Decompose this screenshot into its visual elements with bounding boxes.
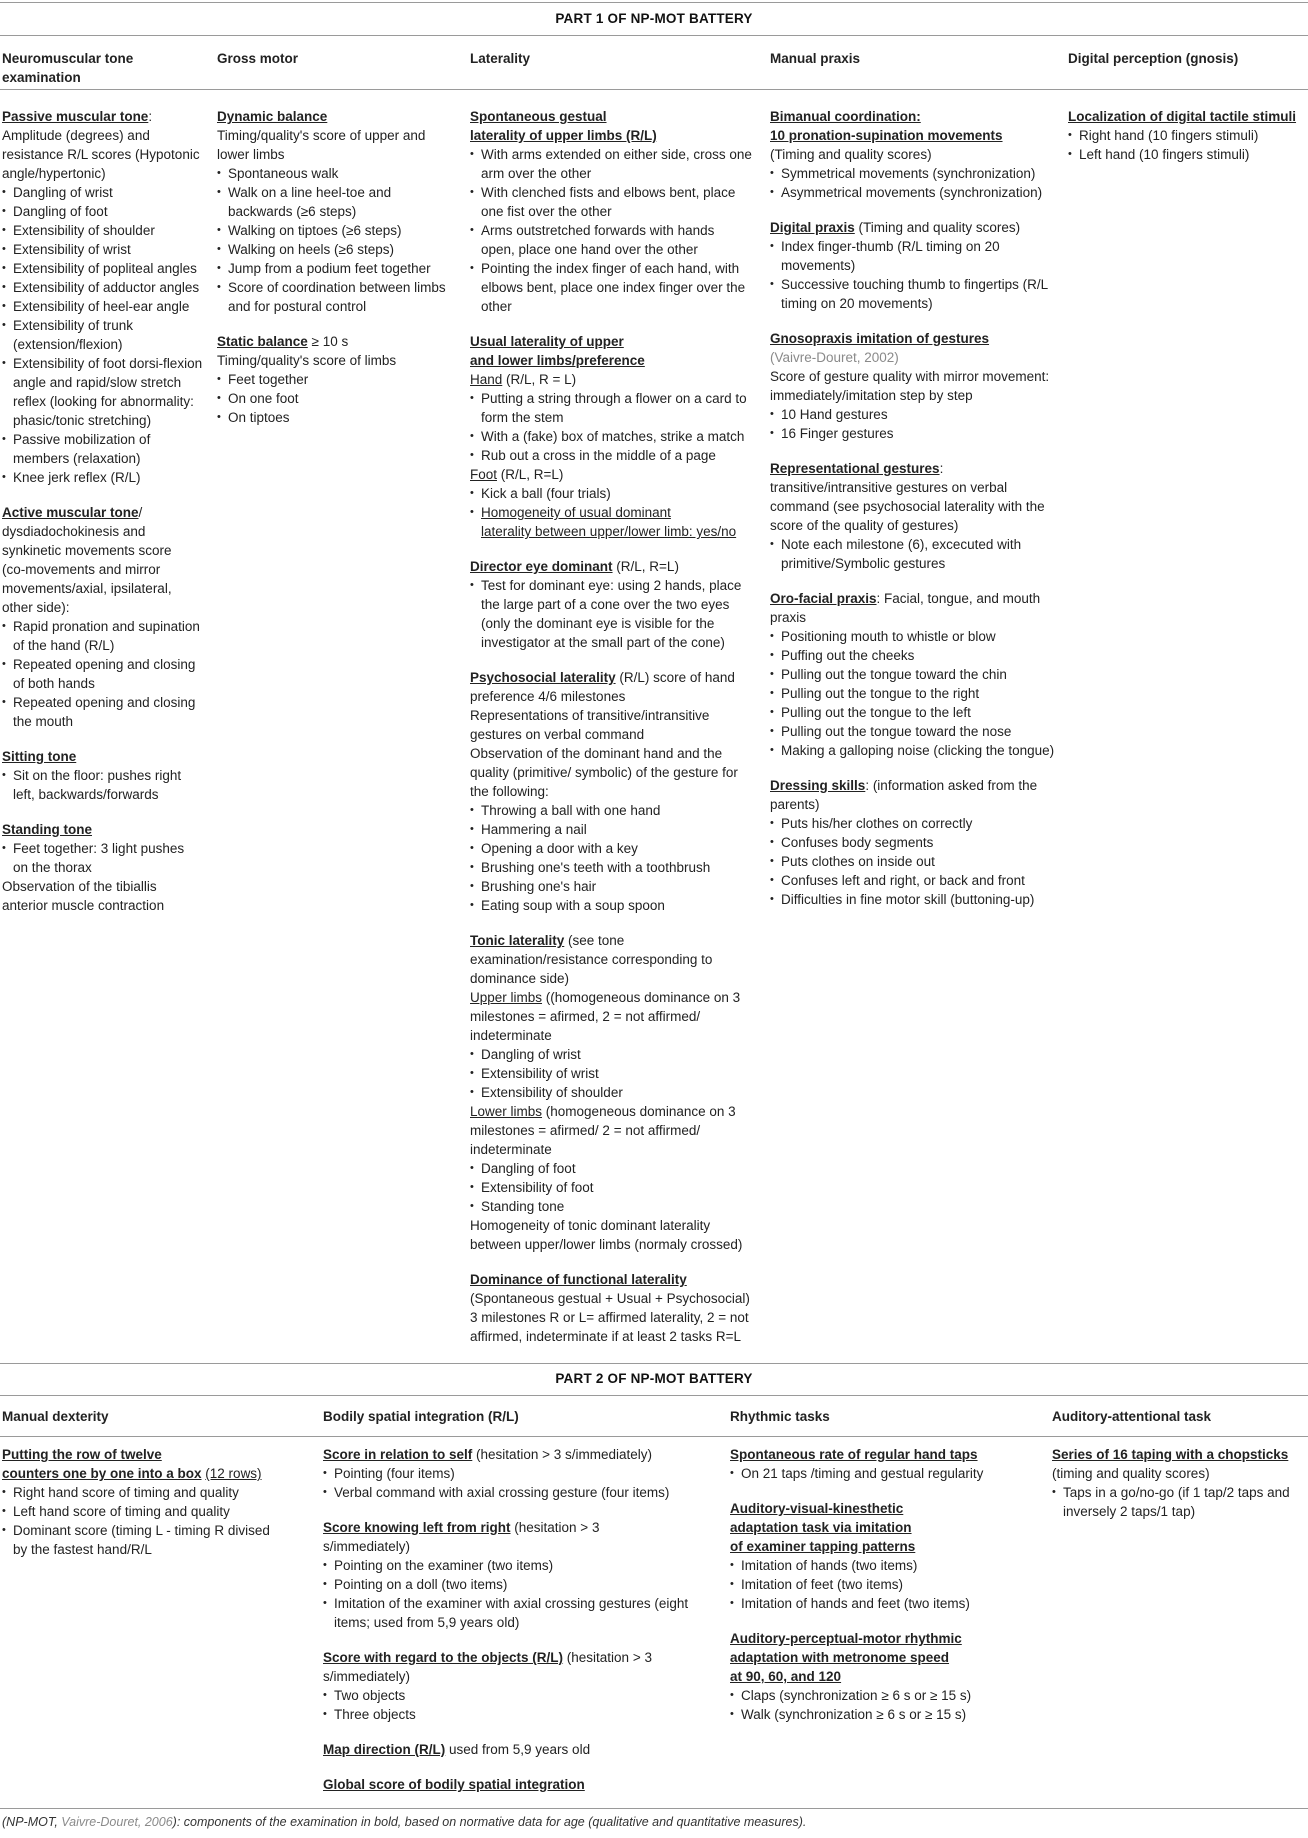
section-auditory-visual — [730, 1499, 1045, 1613]
list-item: • Left hand (10 fingers stimuli) — [1068, 145, 1306, 164]
oro-facial-list — [770, 627, 1062, 760]
list-item: • Asymmetrical movements (synchronization) — [770, 183, 1062, 202]
series-taping-desc — [1052, 1464, 1306, 1483]
auditory-perceptual-list — [730, 1686, 1045, 1724]
text-line: affirmed, indeterminate if at least 2 tasks R=L — [470, 1329, 742, 1344]
text-line: parents) — [770, 797, 820, 812]
list-item: • Pulling out the tongue toward the chin — [770, 665, 1062, 684]
text-line: anterior muscle contraction — [2, 898, 165, 913]
objects-list — [323, 1686, 723, 1724]
top-rule — [0, 2, 1308, 3]
section-gnosopraxis: Gnosopraxis imitation of gestures (Vaivre-Douret, 2002) Score of gesture quality with mirror movement: immediately/imitation step by step • 10 Hand gestures • 16 Finger gestures — [770, 329, 1062, 443]
list-item: • Arms outstretched forwards with hands open, place one hand over the other — [470, 221, 765, 259]
list-item: • Dangling of wrist — [470, 1045, 765, 1064]
list-item: • Score of coordination between limbs and for postural control — [217, 278, 462, 316]
list-item: • Successive touching thumb to fingertips (R/L timing on 20 movements) — [770, 275, 1062, 313]
section-oro-facial: Oro-facial praxis: Facial, tongue, and mouth praxis • Positioning mouth to whistle or blow • Puffing out the cheeks • Pulling out the tongue toward the chin • Pulling out the tongue to the right • Pulling out the tongue to the left • Pulling out the tongue toward the nose • Making a galloping noise (clicking the tongue) — [770, 589, 1062, 760]
section-dynamic-balance: Dynamic balance Timing/quality's score of upper and lower limbs • Spontaneous walk • Walk on a line heel-toe and backwards (≥6 steps) • Walking on tiptoes (≥6 steps) • Walking on heels (≥6 steps) • Jump from a podium feet together • Score of coordination between limbs and for postural control — [217, 107, 462, 316]
part1-title: PART 1 OF NP-MOT BATTERY — [555, 11, 753, 26]
text-line: command (see psychosocial laterality with the — [770, 499, 1045, 514]
part2-top-rule — [0, 1363, 1308, 1364]
text-line: Auditory-visual-kinesthetic — [730, 1501, 904, 1516]
column-bodily-spatial — [323, 1445, 723, 1794]
column-gross-motor — [217, 107, 462, 427]
list-item: • Three objects — [323, 1705, 723, 1724]
list-item: • Pointing the index finger of each hand, with elbows bent, place one index finger over the other — [470, 259, 765, 316]
list-item: • Passive mobilization of members (relaxation) — [2, 430, 209, 468]
list-item: • Extensibility of foot dorsi-flexion angle and rapid/slow stretch reflex (looking for abnormality: phasic/tonic stretching) — [2, 354, 209, 430]
digital-praxis-list — [770, 237, 1062, 313]
list-item: • With arms extended on either side, cross one arm over the other — [470, 145, 765, 183]
list-item: • Two objects — [323, 1686, 723, 1705]
left-right-desc — [323, 1537, 723, 1556]
gnosopraxis-list — [770, 405, 1062, 443]
section-spontaneous-rate: Spontaneous rate of regular hand taps • On 21 taps /timing and gestual regularity — [730, 1445, 1045, 1483]
text-line: score of the quality of gestures) — [770, 518, 959, 533]
list-item: • Left hand score of timing and quality — [2, 1502, 312, 1521]
list-item: • Dangling of wrist — [2, 183, 209, 202]
text-line: Homogeneity of tonic dominant laterality — [470, 1218, 711, 1233]
list-item: • Extensibility of popliteal angles — [2, 259, 209, 278]
list-item: • Puffing out the cheeks — [770, 646, 1062, 665]
list-item: • Walk (synchronization ≥ 6 s or ≥ 15 s) — [730, 1705, 1045, 1724]
active-desc — [2, 522, 209, 617]
section-map-direction: Map direction (R/L) used from 5,9 years old — [323, 1742, 591, 1757]
gnosopraxis-desc — [770, 367, 1062, 405]
column-auditory-attentional — [1052, 1445, 1306, 1521]
section-digital-praxis: Digital praxis (Timing and quality scores) • Index finger-thumb (R/L timing on 20 movements) • Successive touching thumb to fingertips (R/L timing on 20 movements) — [770, 218, 1062, 313]
list-item: • Right hand (10 fingers stimuli) — [1068, 126, 1306, 145]
text-line: preference 4/6 milestones — [470, 689, 626, 704]
list-item: • With clenched fists and elbows bent, place one fist over the other — [470, 183, 765, 221]
section-representational: Representational gestures: transitive/intransitive gestures on verbal command (see psychosocial laterality with the score of the quality of gestures) • Note each milestone (6), excecuted with primitive/Symbolic gestures — [770, 459, 1062, 573]
list-item: • Walking on heels (≥6 steps) — [217, 240, 462, 259]
section-objects: Score with regard to the objects (R/L) (hesitation > 3 s/immediately) • Two objects • Three objects — [323, 1648, 723, 1724]
list-item: • Repeated opening and closing the mouth — [2, 693, 209, 731]
list-item: • Putting a string through a flower on a card to form the stem — [470, 389, 765, 427]
psychosocial-desc — [470, 687, 765, 801]
list-item: • Pulling out the tongue toward the nose — [770, 722, 1062, 741]
footnote: (NP-MOT, Vaivre-Douret, 2006): components of the examination in bold, based on normative data for age (qualitative and quantitative measures). — [2, 1815, 807, 1829]
dressing-list — [770, 814, 1062, 909]
header-rhythmic-tasks: Rhythmic tasks — [730, 1409, 830, 1424]
text-line: Timing/quality's score of limbs — [217, 353, 397, 368]
text-line: transitive/intransitive gestures on verbal — [770, 480, 1008, 495]
passive-tone-list — [2, 183, 209, 487]
part1-header-rule — [0, 89, 1308, 90]
oro-facial-desc — [770, 608, 1062, 627]
list-item: • 10 Hand gestures — [770, 405, 1062, 424]
bimanual-list — [770, 164, 1062, 202]
column-tone — [2, 107, 209, 915]
header-manual-dexterity: Manual dexterity — [2, 1409, 109, 1424]
representational-list — [770, 535, 1062, 573]
dressing-desc — [770, 795, 1062, 814]
part2-title-rule — [0, 1395, 1308, 1396]
list-item: • Right hand score of timing and quality — [2, 1483, 312, 1502]
series-taping-list — [1052, 1483, 1306, 1521]
tonic-desc — [470, 950, 765, 988]
list-item: • Hammering a nail — [470, 820, 765, 839]
list-item: • Extensibility of trunk (extension/flexion) — [2, 316, 209, 354]
list-item: • With a (fake) box of matches, strike a match — [470, 427, 765, 446]
column-digital-perception — [1068, 107, 1306, 164]
part1-title-rule — [0, 35, 1308, 36]
text-line: other side): — [2, 600, 70, 615]
list-item: • Symmetrical movements (synchronization) — [770, 164, 1062, 183]
list-item: • Positioning mouth to whistle or blow — [770, 627, 1062, 646]
active-tone-list — [2, 617, 209, 731]
list-item: • Jump from a podium feet together — [217, 259, 462, 278]
text-line: Observation of the tibiallis — [2, 879, 157, 894]
list-item: • Pointing (four items) — [323, 1464, 723, 1483]
text-line: lower limbs — [217, 147, 285, 162]
list-item: • Test for dominant eye: using 2 hands, place the large part of a cone over the two eyes (only the dominant eye is visible for the investigator at the small part of the cone) — [470, 576, 765, 652]
text-line: Score of gesture quality with mirror movement: — [770, 369, 1050, 384]
text-line: quality (primitive/ symbolic) of the gesture for — [470, 765, 738, 780]
text-line: praxis — [770, 610, 807, 625]
text-line: milestones = afirmed, 2 = not affirmed/ — [470, 1009, 701, 1024]
gnosopraxis-citation: (Vaivre-Douret, 2002) — [770, 350, 899, 365]
left-right-list — [323, 1556, 723, 1632]
list-item: • Kick a ball (four trials) — [470, 484, 765, 503]
list-item: • Pulling out the tongue to the right — [770, 684, 1062, 703]
list-item: • Dangling of foot — [2, 202, 209, 221]
section-tonic-laterality: Tonic laterality (see tone examination/resistance corresponding to dominance side) Upper limbs ((homogeneous dominance on 3 milestones = afirmed, 2 = not affirmed/ indeterminate • Dangling of wrist • Extensibility of wrist • Extensibility of shoulder Lower limbs (homogeneous dominance on 3 milestones = afirmed/ 2 = not affirmed/ indeterminate • Dangling of foot • Extensibility of foot • Standing tone Homogeneity of tonic dominant laterality between upper/lower limbs (normaly crossed) — [470, 931, 765, 1254]
text-line: between upper/lower limbs (normaly crossed) — [470, 1237, 743, 1252]
list-item: • Pulling out the tongue to the left — [770, 703, 1062, 722]
list-item: • Standing tone — [470, 1197, 765, 1216]
text-line: angle/hypertonic) — [2, 166, 106, 181]
list-item: • Walking on tiptoes (≥6 steps) — [217, 221, 462, 240]
section-series-taping: Series of 16 taping with a chopsticks (timing and quality scores) • Taps in a go/no-go (if 1 tap/2 taps and inversely 2 taps/1 tap) — [1052, 1445, 1306, 1521]
list-item: • Pointing on the examiner (two items) — [323, 1556, 723, 1575]
list-item: • Puts his/her clothes on correctly — [770, 814, 1062, 833]
list-item: • Knee jerk reflex (R/L) — [2, 468, 209, 487]
list-item: • Index finger-thumb (R/L timing on 20 movements) — [770, 237, 1062, 275]
list-item: • Note each milestone (6), excecuted with primitive/Symbolic gestures — [770, 535, 1062, 573]
list-item: • On 21 taps /timing and gestual regularity — [730, 1464, 1045, 1483]
text-line: (timing and quality scores) — [1052, 1466, 1210, 1481]
bottom-rule — [0, 1808, 1308, 1809]
text-line: 3 milestones R or L= affirmed laterality, 2 = not — [470, 1310, 749, 1325]
text-line: indeterminate — [470, 1028, 552, 1043]
list-item: • Walk on a line heel-toe and backwards (≥6 steps) — [217, 183, 462, 221]
section-counters: Putting the row of twelve counters one by one into a box (12 rows) • Right hand score of timing and quality • Left hand score of timing and quality • Dominant score (timing L - timing R divised by the fastest hand/R/L — [2, 1445, 312, 1559]
tonic-lower-desc — [470, 1121, 765, 1159]
dexterity-list — [2, 1483, 312, 1559]
text-line: resistance R/L scores (Hypotonic — [2, 147, 200, 162]
representational-desc — [770, 478, 1062, 535]
tonic-upper-desc — [470, 1007, 765, 1045]
tonic-note — [470, 1216, 765, 1254]
text-line: adaptation task via imitation — [730, 1520, 912, 1535]
standing-tone-list — [2, 839, 209, 877]
bimanual-desc — [770, 145, 1062, 164]
section-spontaneous-laterality: Spontaneous gestual laterality of upper limbs (R/L) • With arms extended on either side, cross one arm over the other • With clenched fists and elbows bent, place one fist over the other • Arms outstretched forwards with hands open, place one hand over the other • Pointing the index finger of each hand, with elbows bent, place one index finger over the other — [470, 107, 765, 316]
text-line: Observation of the dominant hand and the — [470, 746, 723, 761]
tonic-upper-list — [470, 1045, 765, 1102]
text-line: (co-movements and mirror — [2, 562, 161, 577]
section-sitting-tone: Sitting tone • Sit on the floor: pushes right left, backwards/forwards — [2, 747, 209, 804]
text-line: immediately/imitation step by step — [770, 388, 973, 403]
functional-dominance-desc — [470, 1289, 765, 1346]
list-item: • Brushing one's hair — [470, 877, 765, 896]
header-auditory-attentional: Auditory-attentional task — [1052, 1409, 1212, 1424]
section-active-tone: Active muscular tone/ dysdiadochokinesis and synkinetic movements score (co-movements and mirror movements/axial, ipsilateral, other side): • Rapid pronation and supination of the hand (R/L) • Repeated opening and closing of both hands • Repeated opening and closing the mouth — [2, 503, 209, 731]
static-desc — [217, 351, 462, 370]
section-localization: Localization of digital tactile stimuli • Right hand (10 fingers stimuli) • Left hand (10 fingers stimuli) — [1068, 107, 1306, 164]
header-bodily-spatial: Bodily spatial integration (R/L) — [323, 1409, 519, 1424]
list-item: • Making a galloping noise (clicking the tongue) — [770, 741, 1062, 760]
spontaneous-rate-list — [730, 1464, 1045, 1483]
list-item: • On tiptoes — [217, 408, 462, 427]
standing-note — [2, 877, 209, 915]
section-standing-tone: Standing tone • Feet together: 3 light pushes on the thorax Observation of the tibiallis anterior muscle contraction — [2, 820, 209, 915]
section-psychosocial-laterality: Psychosocial laterality (R/L) score of hand preference 4/6 milestones Representations of transitive/intransitive gestures on verbal command Observation of the dominant hand and the quality (primitive/ symbolic) of the gesture for the following: • Throwing a ball with one hand • Hammering a nail • Opening a door with a key • Brushing one's teeth with a toothbrush • Brushing one's hair • Eating soup with a soup spoon — [470, 668, 765, 915]
text-line: (Spontaneous gestual + Usual + Psychosocial) — [470, 1291, 750, 1306]
auditory-visual-list — [730, 1556, 1045, 1613]
list-item: • Dominant score (timing L - timing R divised by the fastest hand/R/L — [2, 1521, 312, 1559]
list-item: • Confuses left and right, or back and front — [770, 871, 1062, 890]
list-item: • Feet together: 3 light pushes on the thorax — [2, 839, 209, 877]
list-item: • Imitation of the examiner with axial crossing gestures (eight items; used from 5,9 years old) — [323, 1594, 723, 1632]
section-auditory-perceptual — [730, 1629, 1045, 1724]
text-line: gestures on verbal command — [470, 727, 645, 742]
list-item: • Imitation of hands and feet (two items) — [730, 1594, 1045, 1613]
section-usual-laterality: Usual laterality of upper and lower limbs/preference Hand (R/L, R = L) • Putting a string through a flower on a card to form the stem • With a (fake) box of matches, strike a match • Rub out a cross in the middle of a page Foot (R/L, R=L) • Kick a ball (four trials) • Homogeneity of usual dominant laterality between upper/lower limb: yes/no — [470, 332, 765, 541]
section-bimanual: Bimanual coordination: 10 pronation-supination movements (Timing and quality scores) • Symmetrical movements (synchronization) • Asymmetrical movements (synchronization) — [770, 107, 1062, 202]
list-item: • Extensibility of heel-ear angle — [2, 297, 209, 316]
text-line: Representations of transitive/intransitive — [470, 708, 710, 723]
list-item: • Sit on the floor: pushes right left, backwards/forwards — [2, 766, 209, 804]
text-line: dysdiadochokinesis and — [2, 524, 146, 539]
self-list — [323, 1464, 723, 1502]
list-item: • Confuses body segments — [770, 833, 1062, 852]
section-dressing: Dressing skills: (information asked from the parents) • Puts his/her clothes on correctly • Confuses body segments • Puts clothes on inside out • Confuses left and right, or back and front • Difficulties in fine motor skill (buttoning-up) — [770, 776, 1062, 909]
list-item: • Rapid pronation and supination of the hand (R/L) — [2, 617, 209, 655]
list-item: • Claps (synchronization ≥ 6 s or ≥ 15 s) — [730, 1686, 1045, 1705]
text-line: Timing/quality's score of upper and — [217, 128, 426, 143]
section-passive-tone: Passive muscular tone: Amplitude (degrees) and resistance R/L scores (Hypotonic angle/hypertonic) • Dangling of wrist • Dangling of foot • Extensibility of shoulder • Extensibility of wrist • Extensibility of popliteal angles • Extensibility of adductor angles • Extensibility of heel-ear angle • Extensibility of trunk (extension/flexion) • Extensibility of foot dorsi-flexion angle and rapid/slow stretch reflex (looking for abnormality: phasic/tonic stretching) • Passive mobilization of members (relaxation) • Knee jerk reflex (R/L) — [2, 107, 209, 487]
column-manual-dexterity — [2, 1445, 312, 1559]
text-line: dominance side) — [470, 971, 570, 986]
list-item: • Extensibility of foot — [470, 1178, 765, 1197]
tonic-lower-list — [470, 1159, 765, 1216]
static-balance-list — [217, 370, 462, 427]
text-line: the following: — [470, 784, 549, 799]
list-item: • Spontaneous walk — [217, 164, 462, 183]
text-line: movements/axial, ipsilateral, — [2, 581, 172, 596]
localization-list — [1068, 126, 1306, 164]
list-item: • Extensibility of wrist — [2, 240, 209, 259]
header-manual-praxis: Manual praxis — [770, 51, 861, 66]
column-rhythmic-tasks — [730, 1445, 1045, 1724]
list-item: • On one foot — [217, 389, 462, 408]
section-eye-dominance: Director eye dominant (R/L, R=L) • Test for dominant eye: using 2 hands, place the large part of a cone over the two eyes (only the dominant eye is visible for the investigator at the small part of the cone) — [470, 557, 765, 652]
part2-title: PART 2 OF NP-MOT BATTERY — [555, 1371, 753, 1386]
column-laterality — [470, 107, 765, 1346]
section-functional-dominance: Dominance of functional laterality (Spontaneous gestual + Usual + Psychosocial) 3 milestones R or L= affirmed laterality, 2 = not affirmed, indeterminate if at least 2 tasks R=L — [470, 1270, 765, 1346]
text-line: Auditory-perceptual-motor rhythmic — [730, 1631, 962, 1646]
section-static-balance: Static balance ≥ 10 s Timing/quality's score of limbs • Feet together • On one foot • On tiptoes — [217, 332, 462, 427]
list-item: • Verbal command with axial crossing gesture (four items) — [323, 1483, 723, 1502]
spontaneous-laterality-list — [470, 145, 765, 316]
header-tone: Neuromuscular tone examination — [2, 51, 134, 85]
text-line: examination/resistance corresponding to — [470, 952, 713, 967]
list-item: • 16 Finger gestures — [770, 424, 1062, 443]
list-item: • Taps in a go/no-go (if 1 tap/2 taps and inversely 2 taps/1 tap) — [1052, 1483, 1306, 1521]
list-item: • Throwing a ball with one hand — [470, 801, 765, 820]
text-line: at 90, 60, and 120 — [730, 1669, 842, 1684]
text-line: s/immediately) — [323, 1539, 411, 1554]
text-line: Amplitude (degrees) and — [2, 128, 150, 143]
list-item: • Puts clothes on inside out — [770, 852, 1062, 871]
list-item: • Extensibility of wrist — [470, 1064, 765, 1083]
list-item: • Pointing on a doll (two items) — [323, 1575, 723, 1594]
section-global-score: Global score of bodily spatial integration — [323, 1777, 585, 1792]
section-left-right: Score knowing left from right (hesitation > 3 s/immediately) • Pointing on the examiner (two items) • Pointing on a doll (two items) • Imitation of the examiner with axial crossing gestures (eight items; used from 5,9 years old) — [323, 1518, 723, 1632]
objects-desc — [323, 1667, 723, 1686]
dynamic-balance-list — [217, 164, 462, 316]
usual-foot-list — [470, 484, 765, 503]
text-line: milestones = afirmed/ 2 = not affirmed/ — [470, 1123, 701, 1138]
text-line: synkinetic movements score — [2, 543, 172, 558]
sitting-tone-list — [2, 766, 209, 804]
list-item: • Eating soup with a soup spoon — [470, 896, 765, 915]
header-laterality: Laterality — [470, 51, 531, 66]
list-item: • Extensibility of shoulder — [2, 221, 209, 240]
list-item: • Extensibility of adductor angles — [2, 278, 209, 297]
dynamic-desc — [217, 126, 462, 164]
usual-hand-list — [470, 389, 765, 465]
list-item: • Extensibility of shoulder — [470, 1083, 765, 1102]
list-item: • Brushing one's teeth with a toothbrush — [470, 858, 765, 877]
column-manual-praxis — [770, 107, 1062, 909]
header-gross-motor: Gross motor — [217, 51, 299, 66]
text-line: (Timing and quality scores) — [770, 147, 932, 162]
text-line: indeterminate — [470, 1142, 552, 1157]
passive-desc — [2, 126, 209, 183]
list-item: • Imitation of feet (two items) — [730, 1575, 1045, 1594]
list-item: • Repeated opening and closing of both hands — [2, 655, 209, 693]
section-self: Score in relation to self (hesitation > 3 s/immediately) • Pointing (four items) • Verbal command with axial crossing gesture (four items) — [323, 1445, 723, 1502]
list-item: • Rub out a cross in the middle of a page — [470, 446, 765, 465]
list-item: • Opening a door with a key — [470, 839, 765, 858]
text-line: s/immediately) — [323, 1669, 411, 1684]
text-line: adaptation with metronome speed — [730, 1650, 950, 1665]
list-item: • Difficulties in fine motor skill (buttoning-up) — [770, 890, 1062, 909]
list-item: • Imitation of hands (two items) — [730, 1556, 1045, 1575]
list-item: • Feet together — [217, 370, 462, 389]
text-line: of examiner tapping patterns — [730, 1539, 916, 1554]
list-item: • Dangling of foot — [470, 1159, 765, 1178]
eye-dominance-list — [470, 576, 765, 652]
header-digital-perception: Digital perception (gnosis) — [1068, 51, 1239, 66]
list-item-homogeneity: • Homogeneity of usual dominant laterality between upper/lower limb: yes/no — [470, 503, 765, 541]
part2-header-rule — [0, 1436, 1308, 1437]
psychosocial-list — [470, 801, 765, 915]
